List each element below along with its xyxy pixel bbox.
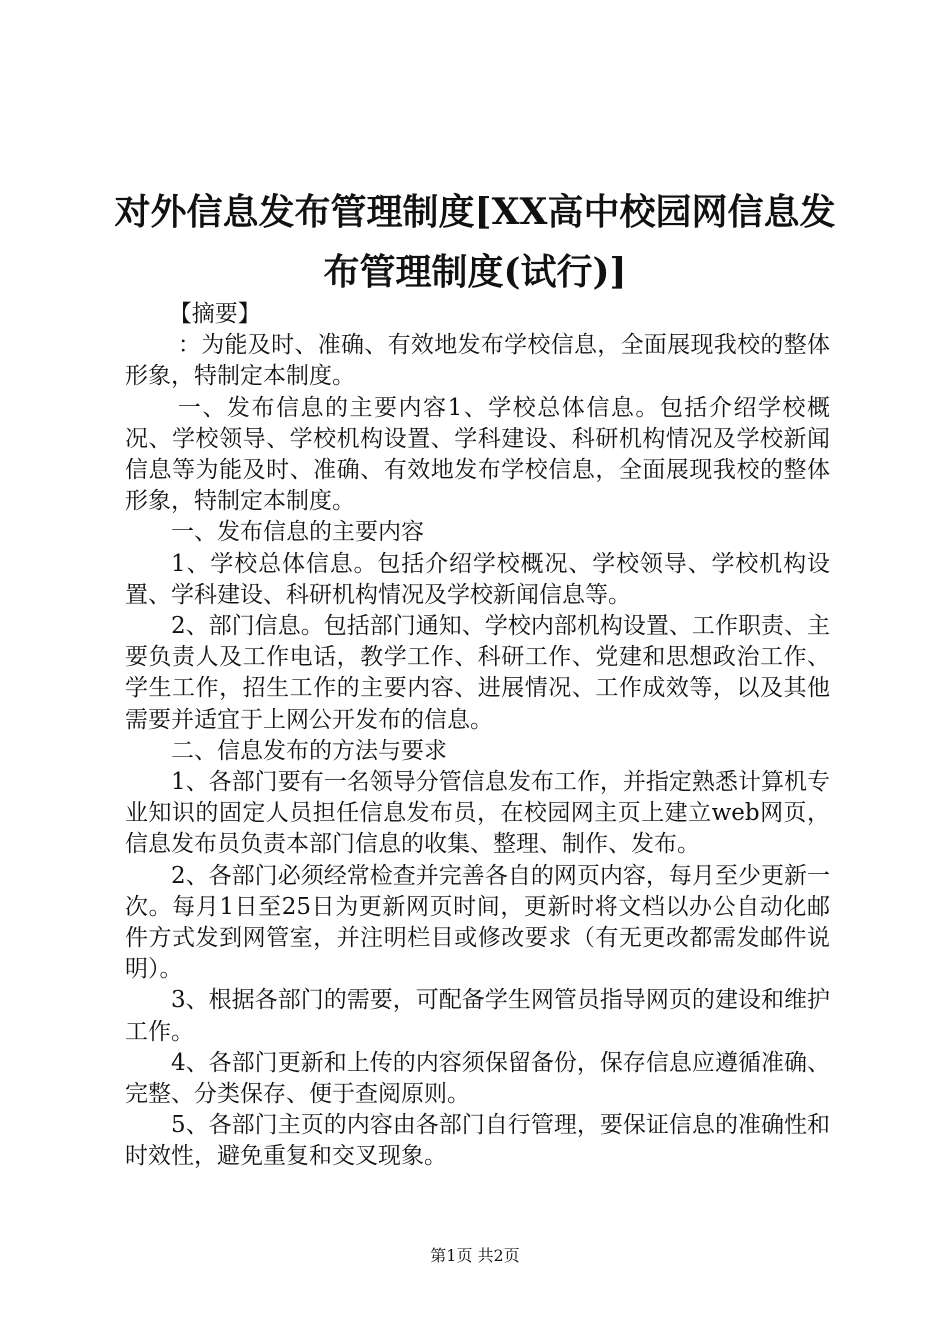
document-title-line-2: 布管理制度(试行)] — [323, 251, 627, 293]
document-body — [125, 299, 830, 1173]
section-heading: 一、发布信息的主要内容 — [171, 519, 424, 546]
body-paragraph: 1、学校总体信息。包括介绍学校概况、学校领导、学校机构设置、学科建设、科研机构情况及学校新闻信息等。 — [125, 550, 830, 608]
body-paragraph: 2、各部门必须经常检查并完善各自的网页内容，每月至少更新一次。每月1日至25日为更新网页时间，更新时将文档以办公自动化邮件方式发到网管室，并注明栏目或修改要求（有无更改都需发邮件说明）。 — [125, 862, 830, 983]
abstract-heading: 【摘要】 — [168, 301, 261, 327]
document-title-line-1: 对外信息发布管理制度[XX高中校园网信息发 — [114, 191, 836, 233]
body-paragraph: 1、各部门要有一名领导分管信息发布工作，并指定熟悉计算机专业知识的固定人员担任信息发布员，在校园网主页上建立web网页，信息发布员负责本部门信息的收集、整理、制作、发布。 — [125, 769, 830, 858]
section-heading: 二、信息发布的方法与要求 — [171, 737, 447, 764]
body-paragraph: 3、根据各部门的需要，可配备学生网管员指导网页的建设和维护工作。 — [125, 987, 830, 1045]
body-paragraph: 5、各部门主页的内容由各部门自行管理，要保证信息的准确性和时效性，避免重复和交叉现象。 — [125, 1112, 830, 1170]
body-paragraph: 4、各部门更新和上传的内容须保留备份，保存信息应遵循准确、完整、分类保存、便于查阅原则。 — [125, 1049, 830, 1108]
body-paragraph: 一、发布信息的主要内容1、学校总体信息。包括介绍学校概况、学校领导、学校机构设置、学科建设、科研机构情况及学校新闻信息等为能及时、准确、有效地发布学校信息，全面展现我校的整体形象，特制定本制度。 — [125, 394, 830, 515]
abstract-paragraph: ：为能及时、准确、有效地发布学校信息，全面展现我校的整体形象，特制定本制度。 — [125, 332, 830, 390]
body-paragraph: 2、部门信息。包括部门通知、学校内部机构设置、工作职责、主要负责人及工作电话，教学工作、科研工作、党建和思想政治工作、学生工作，招生工作的主要内容、进展情况、工作成效等，以及其他需要并适宜于上网公开发布的信息。 — [125, 613, 830, 733]
page-number-footer: 第1页 共2页 — [430, 1246, 520, 1265]
